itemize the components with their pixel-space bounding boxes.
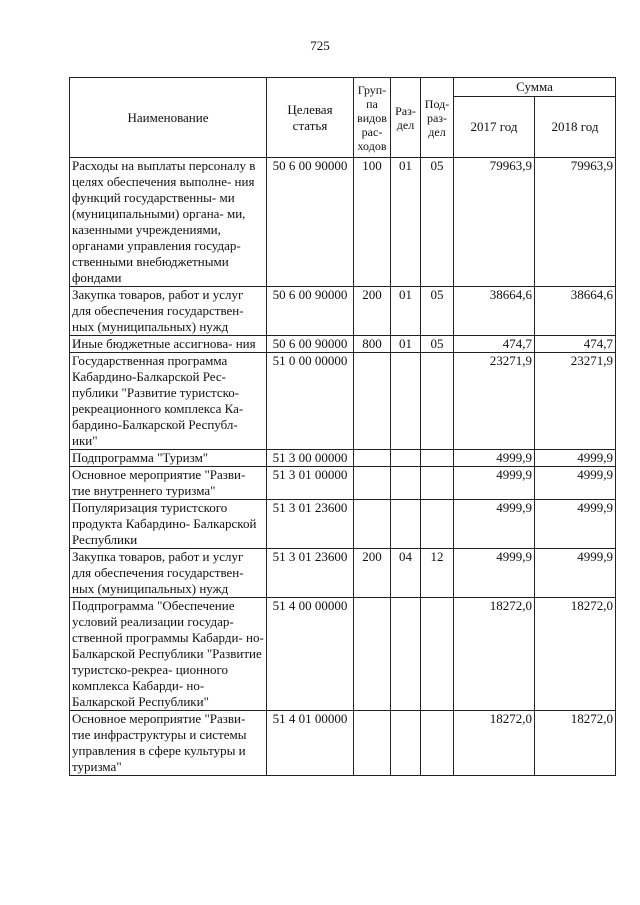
- row-name: Закупка товаров, работ и услуг для обеспечения государствен- ных (муниципальных) нужд: [70, 287, 267, 336]
- row-section: 04: [391, 549, 421, 598]
- row-group: 100: [354, 158, 391, 287]
- row-amount-2017: 79963,9: [454, 158, 535, 287]
- page-number: 725: [310, 38, 330, 53]
- row-article: 51 3 01 23600: [267, 549, 354, 598]
- row-amount-2018: 79963,9: [535, 158, 616, 287]
- row-group: [354, 711, 391, 776]
- row-section: 01: [391, 158, 421, 287]
- row-amount-2018: 23271,9: [535, 353, 616, 450]
- row-amount-2018: 18272,0: [535, 598, 616, 711]
- table-row: [70, 353, 616, 450]
- row-amount-2017: 18272,0: [454, 598, 535, 711]
- row-amount-2017: 4999,9: [454, 549, 535, 598]
- row-name: Подпрограмма "Обеспечение условий реализации государ- ственной программы Кабарди- но-Балкарской Республики "Развитие туристско-рекреа- ционного комплекса Кабарди- но-Балкарской Республики": [70, 598, 267, 711]
- row-article: 50 6 00 90000: [267, 336, 354, 353]
- row-group: [354, 598, 391, 711]
- table-row: [70, 336, 616, 353]
- row-subsection: [421, 711, 454, 776]
- row-subsection: 05: [421, 158, 454, 287]
- row-subsection: 05: [421, 336, 454, 353]
- row-section: 01: [391, 336, 421, 353]
- row-amount-2018: 474,7: [535, 336, 616, 353]
- row-name: Основное мероприятие "Разви- тие инфраструктуры и системы управления в сфере культуры и туризма": [70, 711, 267, 776]
- row-name: Государственная программа Кабардино-Балкарской Рес- публики "Развитие туристско- рекреационного комплекса Ка- бардино-Балкарской Республ- ики": [70, 353, 267, 450]
- row-amount-2018: 4999,9: [535, 549, 616, 598]
- row-article: 50 6 00 90000: [267, 287, 354, 336]
- row-group: [354, 450, 391, 467]
- row-subsection: [421, 450, 454, 467]
- row-article: 51 0 00 00000: [267, 353, 354, 450]
- row-amount-2017: 23271,9: [454, 353, 535, 450]
- row-article: 51 3 00 00000: [267, 450, 354, 467]
- header-article: Целевая статья: [267, 78, 354, 158]
- row-subsection: [421, 353, 454, 450]
- table-row: [70, 287, 616, 336]
- row-subsection: 05: [421, 287, 454, 336]
- header-name: Наименование: [70, 78, 267, 158]
- row-article: 51 3 01 23600: [267, 500, 354, 549]
- row-group: [354, 353, 391, 450]
- row-section: [391, 500, 421, 549]
- row-group: 800: [354, 336, 391, 353]
- header-year-2017: 2017 год: [454, 97, 535, 158]
- table-row: [70, 500, 616, 549]
- row-amount-2018: 38664,6: [535, 287, 616, 336]
- row-section: [391, 598, 421, 711]
- row-section: 01: [391, 287, 421, 336]
- row-article: 51 4 01 00000: [267, 711, 354, 776]
- row-article: 51 4 00 00000: [267, 598, 354, 711]
- table-row: [70, 711, 616, 776]
- row-amount-2017: 4999,9: [454, 500, 535, 549]
- row-amount-2017: 38664,6: [454, 287, 535, 336]
- row-amount-2018: 4999,9: [535, 500, 616, 549]
- table-row: [70, 450, 616, 467]
- header-sum: Сумма: [454, 78, 616, 97]
- row-section: [391, 467, 421, 500]
- row-name: Иные бюджетные ассигнова- ния: [70, 336, 267, 353]
- row-amount-2017: 474,7: [454, 336, 535, 353]
- row-name: Закупка товаров, работ и услуг для обеспечения государствен- ных (муниципальных) нужд: [70, 549, 267, 598]
- header-year-2018: 2018 год: [535, 97, 616, 158]
- row-name: Популяризация туристского продукта Кабардино- Балкарской Республики: [70, 500, 267, 549]
- table-header-row: [70, 78, 616, 97]
- row-group: 200: [354, 287, 391, 336]
- table-row: [70, 467, 616, 500]
- row-amount-2018: 18272,0: [535, 711, 616, 776]
- table-row: [70, 549, 616, 598]
- row-group: 200: [354, 549, 391, 598]
- header-group: Груп- па видов рас- ходов: [354, 78, 391, 158]
- row-amount-2017: 4999,9: [454, 450, 535, 467]
- row-name: Расходы на выплаты персоналу в целях обеспечения выполне- ния функций государственны- ми (муниципальными) органа- ми, казенными учреждениями, органами управления государ- ственными внебюджетными фондами: [70, 158, 267, 287]
- row-section: [391, 711, 421, 776]
- row-article: 50 6 00 90000: [267, 158, 354, 287]
- row-article: 51 3 01 00000: [267, 467, 354, 500]
- row-subsection: 12: [421, 549, 454, 598]
- row-amount-2018: 4999,9: [535, 467, 616, 500]
- row-section: [391, 353, 421, 450]
- row-subsection: [421, 467, 454, 500]
- row-name: Основное мероприятие "Разви- тие внутреннего туризма": [70, 467, 267, 500]
- row-group: [354, 467, 391, 500]
- row-subsection: [421, 598, 454, 711]
- table-row: [70, 598, 616, 711]
- row-group: [354, 500, 391, 549]
- row-amount-2017: 18272,0: [454, 711, 535, 776]
- header-section: Раз- дел: [391, 78, 421, 158]
- table-row: [70, 158, 616, 287]
- row-name: Подпрограмма "Туризм": [70, 450, 267, 467]
- row-amount-2018: 4999,9: [535, 450, 616, 467]
- budget-table: [69, 77, 616, 776]
- row-amount-2017: 4999,9: [454, 467, 535, 500]
- row-subsection: [421, 500, 454, 549]
- header-subsection: Под- раз- дел: [421, 78, 454, 158]
- row-section: [391, 450, 421, 467]
